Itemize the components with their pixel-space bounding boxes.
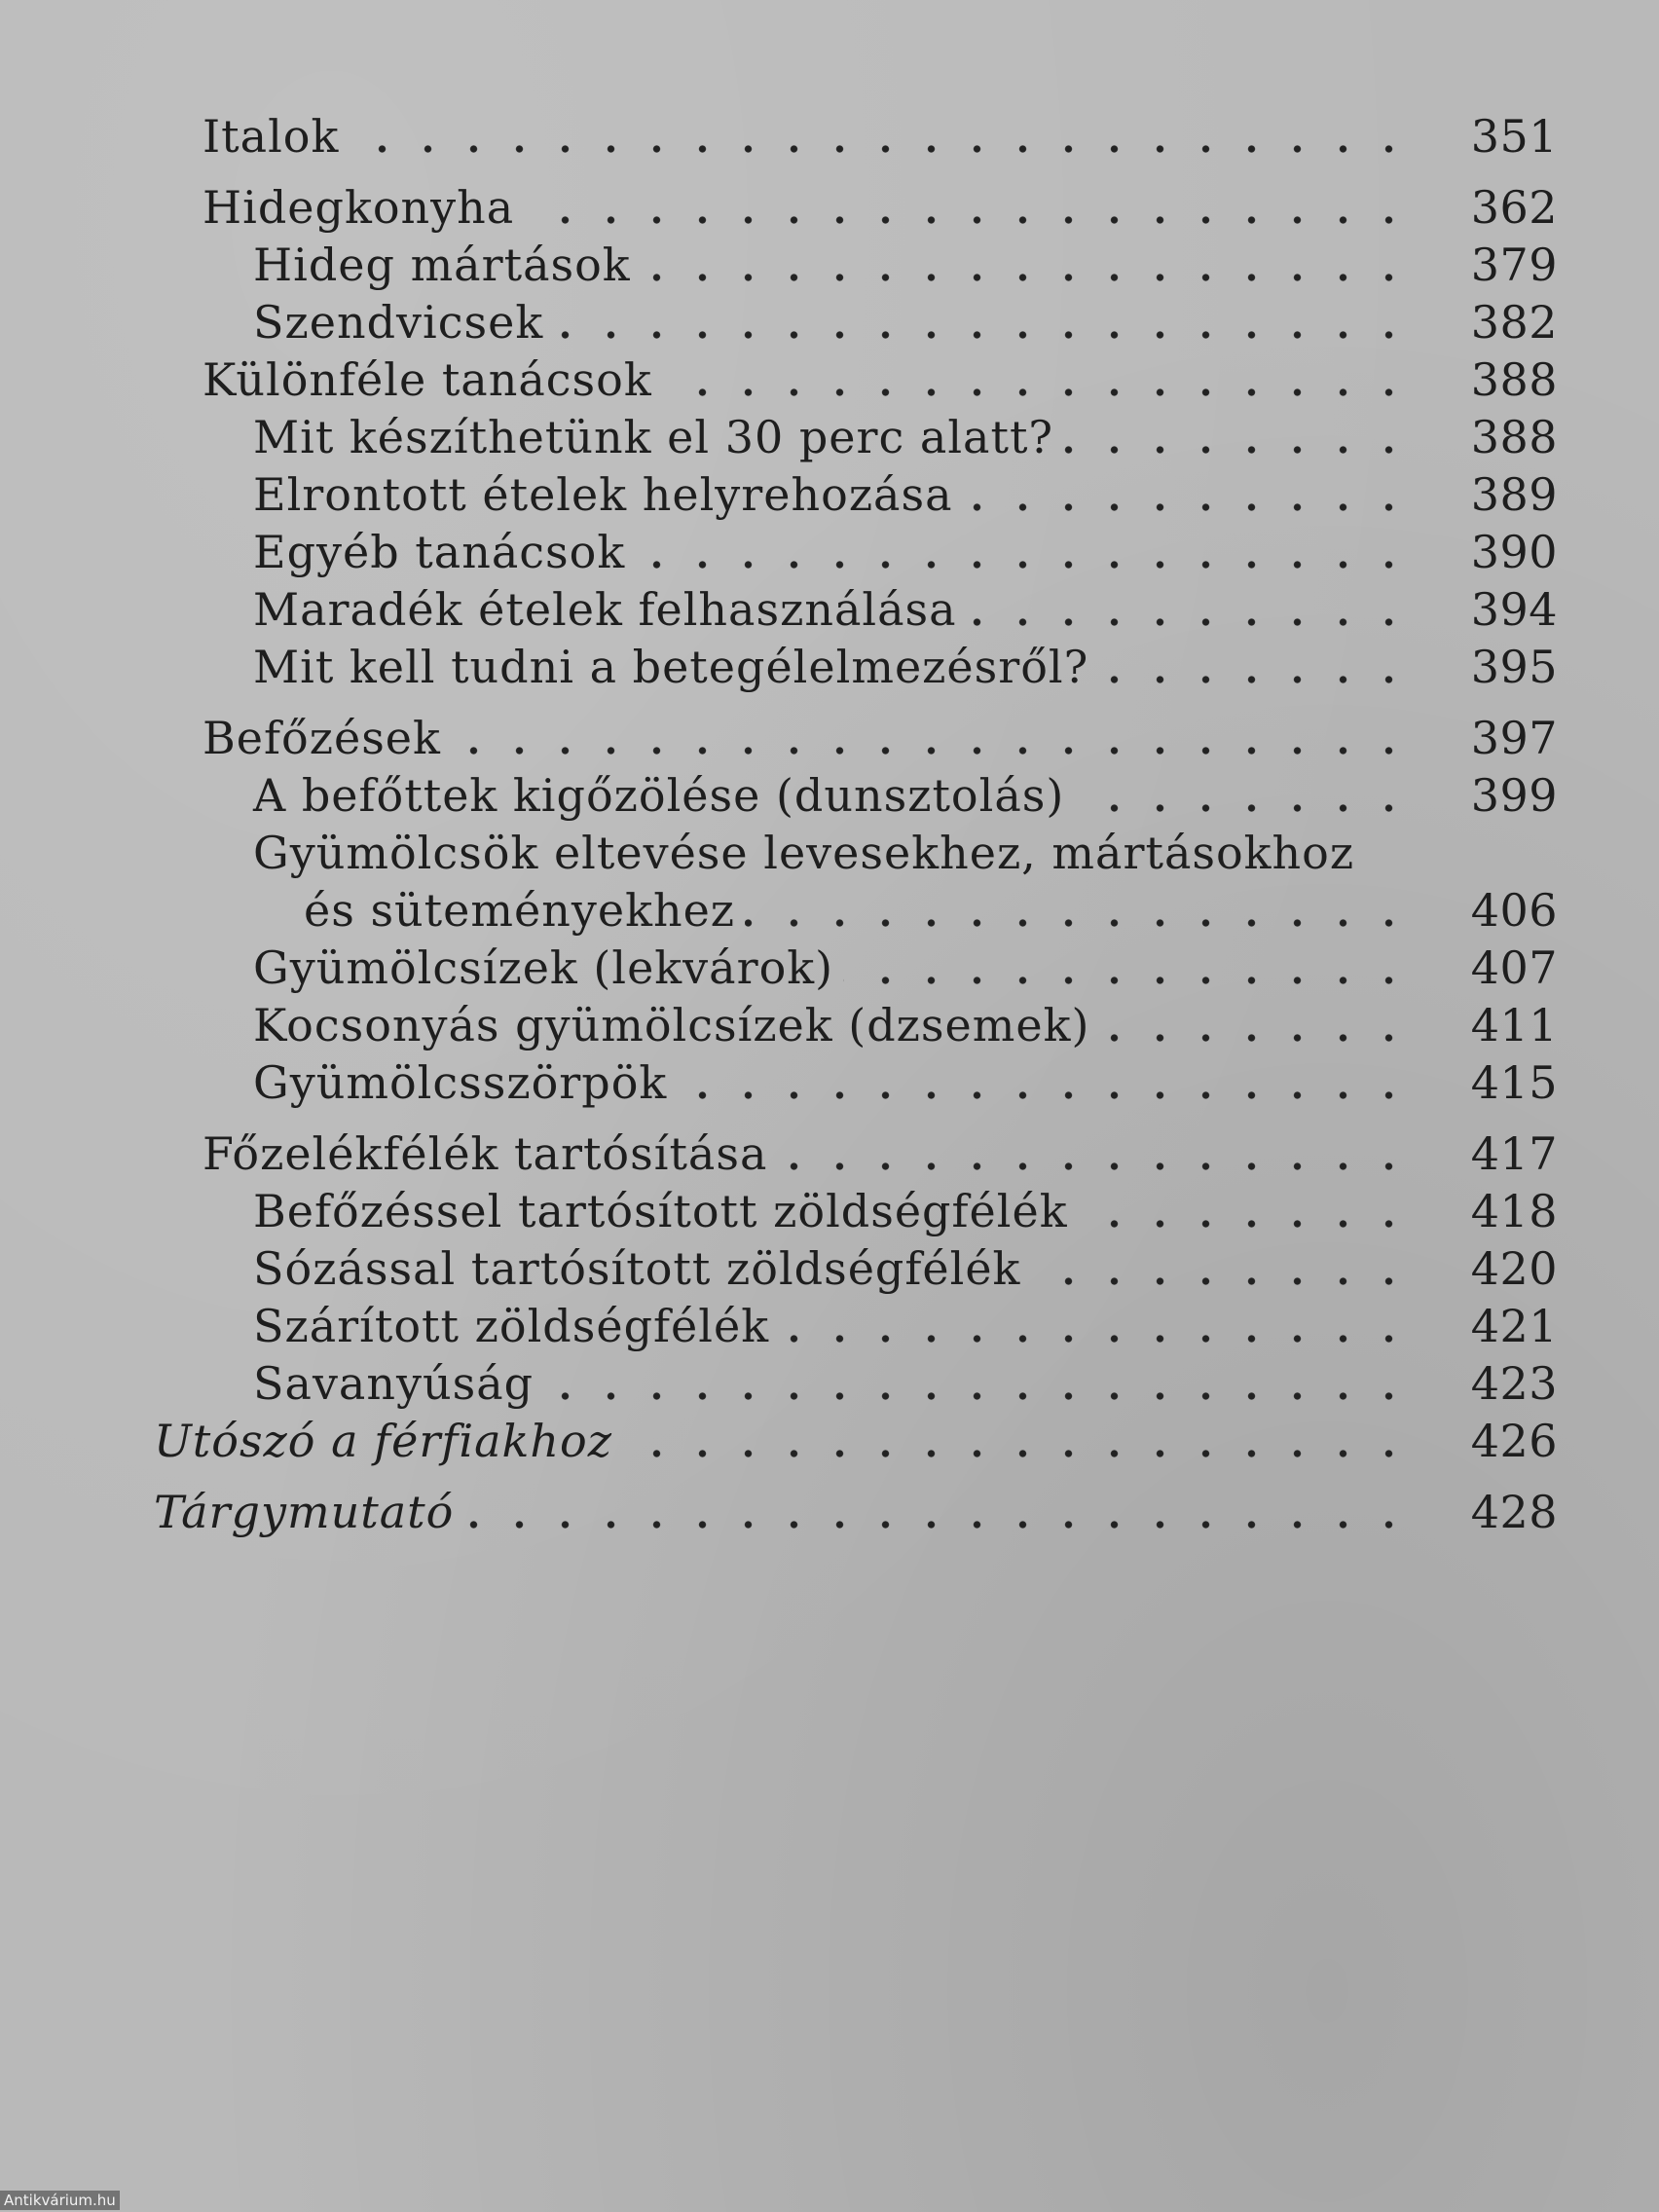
toc-entry-title: Mit kell tudni a betegélelmezésről? [253, 641, 1089, 693]
toc-entry-page: 411 [1470, 999, 1558, 1051]
toc-entry-page: 399 [1470, 769, 1558, 822]
dot-leader [1063, 426, 1412, 456]
toc-entry [146, 711, 1558, 768]
toc-entry-page: 395 [1470, 641, 1558, 693]
toc-entry-title: Elrontott ételek helyrehozása [253, 468, 953, 521]
toc-entry [146, 998, 1558, 1055]
toc-entry [146, 238, 1558, 295]
toc-entry-page: 428 [1470, 1486, 1558, 1538]
toc-entry-page: 421 [1470, 1300, 1558, 1352]
toc-entry [146, 883, 1558, 940]
dot-leader [543, 1373, 1412, 1402]
toc-entry-title: Italok [203, 110, 340, 163]
dot-leader [745, 900, 1412, 929]
toc-entry [146, 180, 1558, 238]
dot-leader [963, 484, 1412, 513]
dot-leader [1078, 1200, 1412, 1230]
toc-entry-page: 389 [1470, 468, 1558, 521]
toc-entry [146, 1414, 1558, 1471]
dot-leader [777, 1143, 1412, 1172]
toc-entry [146, 640, 1558, 697]
toc-entry [146, 826, 1558, 883]
toc-entry [146, 768, 1558, 826]
dot-leader [622, 1430, 1412, 1459]
dot-leader [1098, 656, 1412, 685]
toc-entry-title: Szendvicsek [253, 296, 544, 349]
toc-entry [146, 295, 1558, 352]
toc-entry-title: Befőzéssel tartósított zöldségfélék [253, 1185, 1068, 1237]
dot-leader [635, 541, 1412, 571]
toc-entry-title: Mit készíthetünk el 30 perc alatt? [253, 411, 1054, 463]
dot-leader [451, 727, 1412, 756]
toc-entry-title: Gyümölcsök eltevése levesekhez, mártásokhoz [253, 827, 1355, 879]
toc-entry-title: Főzelékfélék tartósítása [203, 1127, 768, 1180]
toc-entry [146, 525, 1558, 582]
toc-entry-page: 420 [1470, 1242, 1558, 1295]
dot-leader [779, 1315, 1412, 1345]
toc-entry-page: 417 [1470, 1127, 1558, 1180]
dot-leader [524, 197, 1412, 226]
toc-entry-page: 382 [1470, 296, 1558, 349]
toc-entry-title: Savanyúság [253, 1357, 535, 1410]
dot-leader [1074, 785, 1412, 814]
toc-entry-title: Utószó a férfiakhoz [154, 1415, 612, 1467]
toc-entry [146, 1184, 1558, 1241]
toc-entry [146, 109, 1558, 166]
toc-entry-page: 418 [1470, 1185, 1558, 1237]
toc-entry-page: 406 [1470, 884, 1558, 937]
toc-entry-page: 379 [1470, 239, 1558, 291]
toc-entry [146, 1485, 1558, 1542]
toc-entry-title: Kocsonyás gyümölcsízek (dzsemek) [253, 999, 1090, 1051]
table-of-contents [146, 109, 1558, 1542]
toc-entry-page: 397 [1470, 712, 1558, 764]
toc-entry-title: Szárított zöldségfélék [253, 1300, 770, 1352]
toc-entry-page: 388 [1470, 411, 1558, 463]
dot-leader [677, 1072, 1412, 1101]
toc-entry [146, 1055, 1558, 1113]
toc-entry-title: A befőttek kigőzölése (dunsztolás) [253, 769, 1065, 822]
toc-entry-page: 394 [1470, 583, 1558, 636]
toc-entry [146, 940, 1558, 998]
toc-entry [146, 352, 1558, 410]
toc-entry-title: Hideg mártások [253, 239, 631, 291]
toc-entry-title: Tárgymutató [154, 1486, 455, 1538]
toc-entry-page: 390 [1470, 526, 1558, 578]
toc-entry [146, 1356, 1558, 1414]
toc-entry-title: Sózással tartósított zöldségfélék [253, 1242, 1021, 1295]
dot-leader [641, 254, 1412, 283]
toc-entry-page: 351 [1470, 110, 1558, 163]
toc-entry-page: 423 [1470, 1357, 1558, 1410]
toc-entry [146, 410, 1558, 467]
toc-entry-title: Gyümölcsszörpök [253, 1056, 668, 1109]
dot-leader [1099, 1014, 1412, 1044]
toc-entry-title: és süteményekhez [304, 884, 736, 937]
watermark-text: Antikvárium.hu [0, 2191, 120, 2210]
toc-entry-title: Hidegkonyha [203, 181, 515, 234]
toc-entry-page: 415 [1470, 1056, 1558, 1109]
toc-entry-title: Különféle tanácsok [203, 353, 652, 406]
dot-leader [1030, 1258, 1412, 1287]
toc-entry-page: 407 [1470, 941, 1558, 994]
toc-entry-title: Befőzések [203, 712, 441, 764]
toc-entry [146, 1126, 1558, 1184]
toc-entry-page: 388 [1470, 353, 1558, 406]
toc-entry [146, 1241, 1558, 1299]
dot-leader [463, 1501, 1412, 1530]
toc-entry [146, 467, 1558, 525]
toc-entry [146, 582, 1558, 640]
toc-entry-page: 426 [1470, 1415, 1558, 1467]
toc-entry-page: 362 [1470, 181, 1558, 234]
toc-entry-title: Maradék ételek felhasználása [253, 583, 957, 636]
toc-entry [146, 1299, 1558, 1356]
dot-leader [662, 369, 1412, 398]
toc-entry-title: Gyümölcsízek (lekvárok) [253, 941, 834, 994]
dot-leader [967, 599, 1412, 628]
dot-leader [553, 312, 1412, 341]
dot-leader [349, 126, 1412, 155]
dot-leader [843, 957, 1412, 986]
toc-entry-title: Egyéb tanácsok [253, 526, 626, 578]
